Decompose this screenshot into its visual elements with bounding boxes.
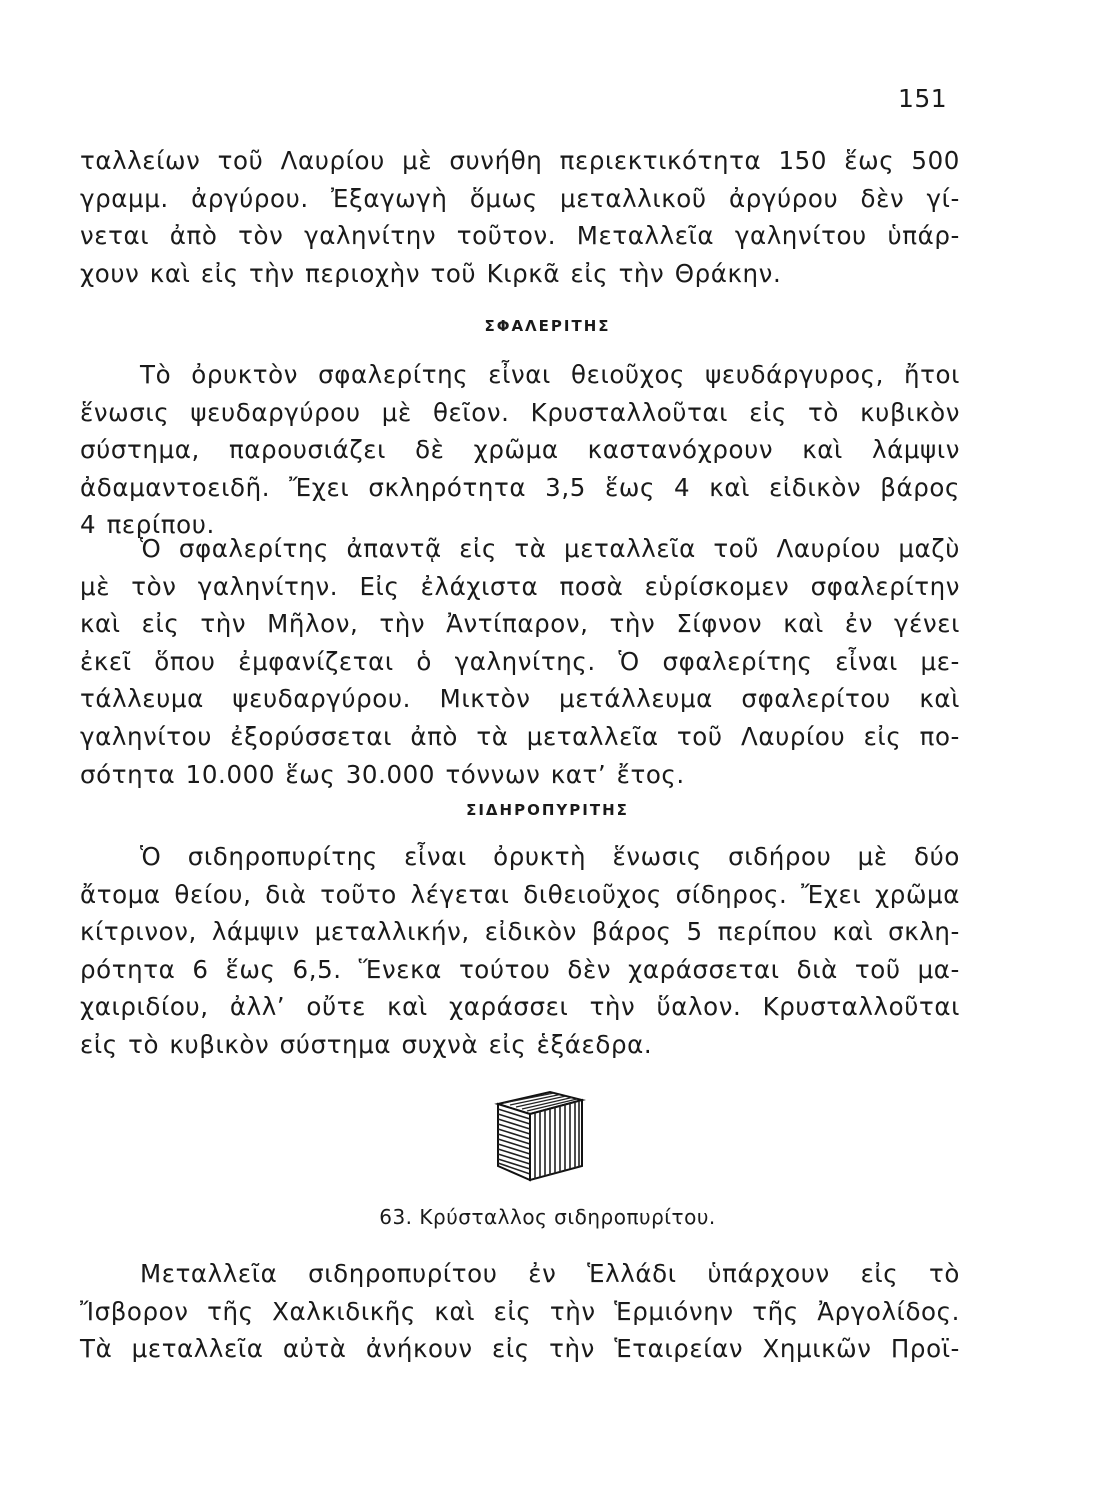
text-line: Ὁ σιδηροπυρίτης εἶναι ὀρυκτὴ ἕνωσις σιδήρου μὲ δύο — [140, 842, 960, 871]
section-heading-sfaleritis: ΣΦΑΛΕΡΙΤΗΣ — [484, 317, 611, 335]
text-line: ἄτομα θείου, διὰ τοῦτο λέγεται διθειοῦχος σίδηρος. Ἔχει χρῶμα — [80, 879, 960, 909]
text-line: μὲ τὸν γαληνίτην. Εἰς ἐλάχιστα ποσὰ εὑρίσκομεν σφαλερίτην — [80, 571, 960, 601]
text-line: εἰς τὸ κυβικὸν σύστημα συχνὰ εἰς ἑξάεδρα. — [80, 1029, 653, 1059]
text-line: ἕνωσις ψευδαργύρου μὲ θεῖον. Κρυσταλλοῦται εἰς τὸ κυβικὸν — [80, 397, 960, 427]
closing-paragraph — [80, 1255, 960, 1368]
section-heading-sidiropyritis: ΣΙΔΗΡΟΠΥΡΙΤΗΣ — [466, 801, 629, 819]
pyrite-cube-illustration — [488, 1086, 588, 1184]
text-line: ταλλείων τοῦ Λαυρίου μὲ συνήθη περιεκτικότητα 150 ἕως 500 — [80, 146, 960, 175]
text-line: ἐκεῖ ὅπου ἐμφανίζεται ὁ γαληνίτης. Ὁ σφαλερίτης εἶναι με- — [80, 646, 960, 676]
figure-caption: 63. Κρύσταλλος σιδηροπυρίτου. — [379, 1205, 716, 1229]
text-line: Τὰ μεταλλεῖα αὐτὰ ἀνήκουν εἰς τὴν Ἑταιρείαν Χημικῶν Προϊ- — [80, 1334, 960, 1364]
intro-paragraph — [80, 142, 960, 292]
text-line: Μεταλλεῖα σιδηροπυρίτου ἐν Ἑλλάδι ὑπάρχουν εἰς τὸ — [140, 1259, 960, 1288]
section1-paragraph1 — [80, 356, 960, 544]
text-line: ρότητα 6 ἕως 6,5. Ἕνεκα τούτου δὲν χαράσσεται διὰ τοῦ μα- — [80, 954, 960, 984]
text-line: σότητα 10.000 ἕως 30.000 τόννων κατ’ ἔτος. — [80, 759, 685, 789]
text-line: Τὸ ὀρυκτὸν σφαλερίτης εἶναι θειοῦχος ψευδάργυρος, ἤτοι — [140, 360, 960, 389]
text-line: γαληνίτου ἐξορύσσεται ἀπὸ τὰ μεταλλεῖα τοῦ Λαυρίου εἰς πο- — [80, 721, 960, 751]
text-line: χαιριδίου, ἀλλ’ οὔτε καὶ χαράσσει τὴν ὕαλον. Κρυσταλλοῦται — [80, 992, 960, 1022]
text-line: καὶ εἰς τὴν Μῆλον, τὴν Ἀντίπαρον, τὴν Σίφνον καὶ ἐν γένει — [80, 609, 960, 639]
text-line: σύστημα, παρουσιάζει δὲ χρῶμα καστανόχρουν καὶ λάμψιν — [80, 435, 960, 465]
text-line: Ὁ σφαλερίτης ἀπαντᾷ εἰς τὰ μεταλλεῖα τοῦ Λαυρίου μαζὺ — [140, 534, 960, 563]
text-line: γραμμ. ἀργύρου. Ἐξαγωγὴ ὅμως μεταλλικοῦ ἀργύρου δὲν γί- — [80, 183, 960, 213]
page-number: 151 — [898, 84, 948, 113]
section1-paragraph2 — [80, 530, 960, 793]
section2-paragraph1 — [80, 838, 960, 1064]
text-line: χουν καὶ εἰς τὴν περιοχὴν τοῦ Κιρκᾶ εἰς τὴν Θράκην. — [80, 258, 782, 288]
text-line: τάλλευμα ψευδαργύρου. Μικτὸν μετάλλευμα σφαλερίτου καὶ — [80, 684, 960, 714]
text-line: ἀδαμαντοειδῆ. Ἔχει σκληρότητα 3,5 ἕως 4 καὶ εἰδικὸν βάρος — [80, 472, 960, 502]
text-line: κίτρινον, λάμψιν μεταλλικήν, εἰδικὸν βάρος 5 περίπου καὶ σκλη- — [80, 917, 960, 947]
text-line: νεται ἀπὸ τὸν γαληνίτην τοῦτον. Μεταλλεῖα γαληνίτου ὑπάρ- — [80, 221, 960, 251]
text-line: 4 περίπου. — [80, 510, 215, 540]
text-line: Ἴσβορον τῆς Χαλκιδικῆς καὶ εἰς τὴν Ἑρμιόνην τῆς Ἀργολίδος. — [80, 1296, 960, 1326]
